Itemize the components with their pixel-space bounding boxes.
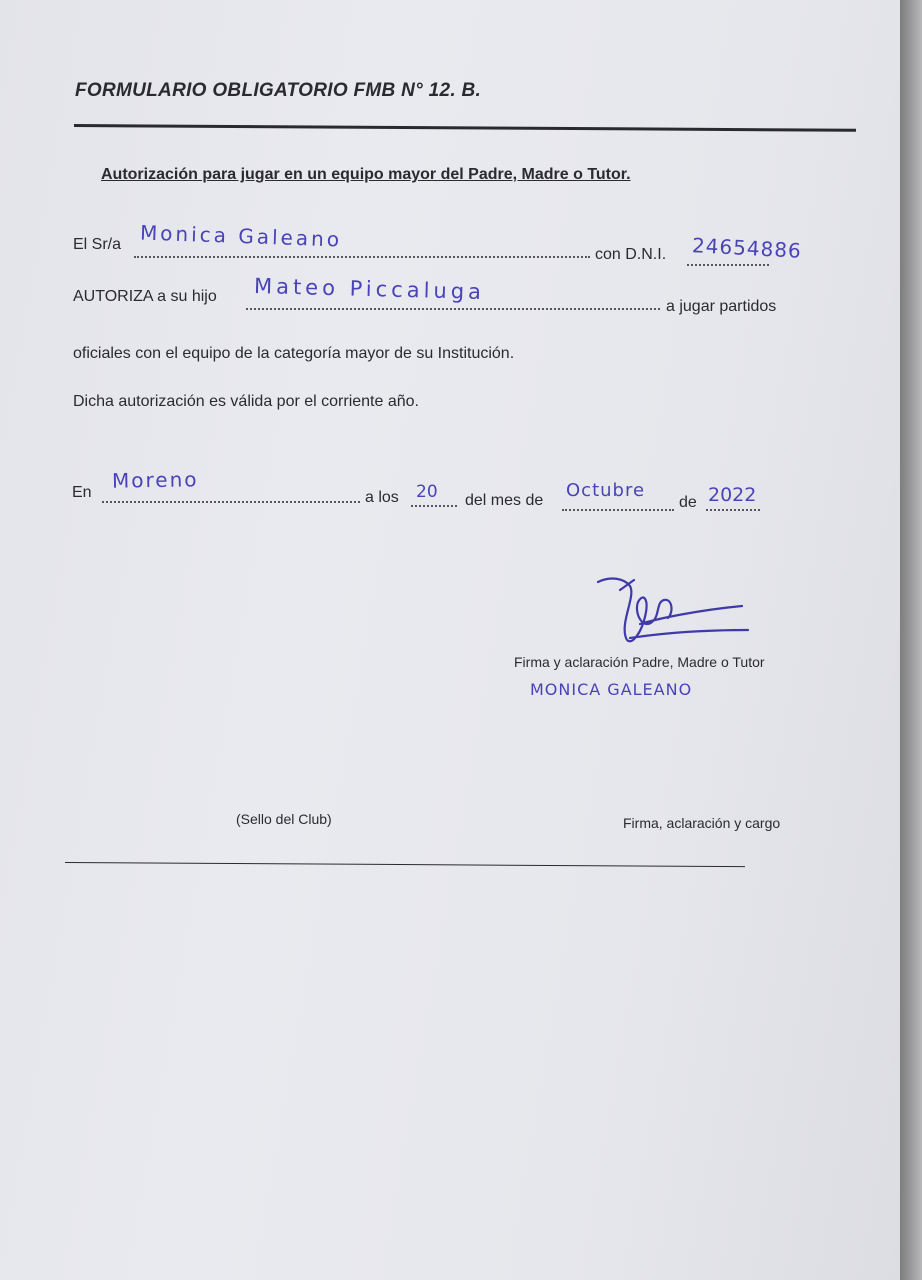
form-subtitle: Autorización para jugar en un equipo mayor del Padre, Madre o Tutor. (101, 166, 631, 183)
city-dotline (102, 501, 360, 503)
text-validez: Dicha autorización es válida por el corriente año. (73, 393, 419, 410)
label-autoriza: AUTORIZA a su hijo (73, 288, 217, 305)
handwritten-aclaracion: MONICA GALEANO (530, 680, 693, 699)
label-jugar: a jugar partidos (666, 298, 777, 315)
year-dotline (706, 509, 760, 511)
label-a-los: a los (365, 489, 399, 506)
handwritten-year: 2022 (708, 484, 757, 506)
handwritten-day: 20 (416, 482, 438, 502)
label-mes: del mes de (465, 492, 544, 509)
label-firma-cargo: Firma, aclaración y cargo (623, 815, 781, 831)
label-sr: El Sr/a (73, 236, 122, 253)
handwritten-city: Moreno (111, 467, 199, 493)
label-dni: con D.N.I. (595, 246, 667, 263)
handwritten-month: Octubre (566, 480, 646, 501)
day-dotline (411, 505, 457, 507)
parent-signature (590, 572, 760, 652)
form-title: FORMULARIO OBLIGATORIO FMB N° 12. B. (75, 80, 482, 101)
label-firma-tutor: Firma y aclaración Padre, Madre o Tutor (514, 654, 765, 670)
name-dotline (134, 256, 590, 258)
text-oficiales: oficiales con el equipo de la categoría mayor de su Institución. (73, 345, 515, 362)
label-en: En (72, 484, 92, 501)
handwritten-name: Monica Galeano (139, 220, 343, 252)
handwritten-dni: 24654886 (691, 233, 803, 263)
dni-dotline (687, 264, 769, 266)
label-sello-club: (Sello del Club) (236, 811, 332, 827)
page-edge (900, 0, 922, 1280)
child-dotline (246, 308, 660, 310)
month-dotline (562, 509, 674, 511)
handwritten-child: Mateo Piccaluga (253, 273, 486, 305)
label-de: de (679, 494, 697, 511)
